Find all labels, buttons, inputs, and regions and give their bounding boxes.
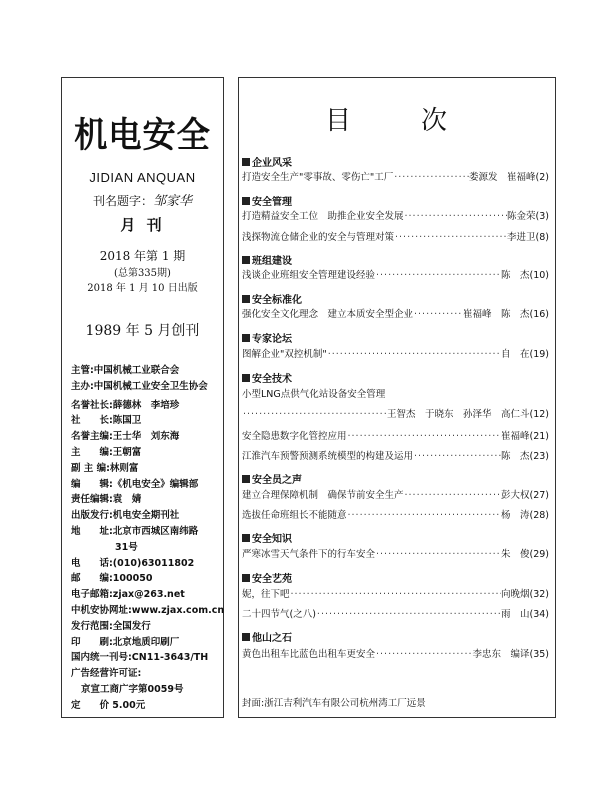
entry-author-page: 崔福峰(21) xyxy=(500,431,549,442)
entry-title: 浅探物流仓储企业的安全与管理对策 xyxy=(242,232,395,243)
toc-entry[interactable] xyxy=(242,210,549,223)
section-name: 安全知识 xyxy=(252,534,292,545)
journal-pinyin: JIDIAN ANQUAN xyxy=(89,170,196,185)
entry-title: 黄色出租车比蓝色出租车更安全 xyxy=(242,649,376,660)
entry-title: 选拔任命班组长不能随意 xyxy=(242,510,347,521)
entry-author-page: 李进卫(8) xyxy=(507,232,549,243)
info-row: 出版发行:机电安全期刊社 xyxy=(71,510,180,522)
entry-author-page: 娄源发 崔福峰(2) xyxy=(469,172,549,183)
toc-entry[interactable] xyxy=(242,269,549,282)
table-of-contents xyxy=(238,77,556,718)
title-calligraphy-credit xyxy=(62,190,223,209)
toc-entry[interactable] xyxy=(242,648,549,661)
info-row: 编 辑:《机电安全》编辑部 xyxy=(71,478,199,490)
info-row: 副 主 编:林则富 xyxy=(71,462,139,474)
toc-entry[interactable] xyxy=(242,509,549,522)
entry-author-page: 向晚烟(32) xyxy=(500,589,549,600)
section-name: 他山之石 xyxy=(252,633,292,644)
entry-title: 强化安全文化理念 建立本质安全型企业 xyxy=(242,309,414,320)
entry-author-page: 王智杰 于晓东 孙泽华 高仁斗(12) xyxy=(386,409,549,420)
entry-title: 妮，往下吧 xyxy=(242,589,290,600)
section-name: 安全员之声 xyxy=(252,475,302,486)
info-row: 电 话:(010)63011802 xyxy=(71,557,195,569)
entry-author-page: 朱 俊(29) xyxy=(500,549,549,560)
toc-entry[interactable] xyxy=(242,348,549,361)
square-bullet-icon xyxy=(242,256,250,264)
toc-section-heading xyxy=(242,629,292,644)
info-row: 31号 xyxy=(115,541,138,553)
section-name: 专家论坛 xyxy=(252,334,292,345)
entry-title: 建立合理保障机制 确保节前安全生产 xyxy=(242,490,404,501)
square-bullet-icon xyxy=(242,633,250,641)
dot-leader xyxy=(375,648,472,661)
toc-section-heading xyxy=(242,471,302,486)
entry-title: 图解企业"双控机制" xyxy=(242,349,327,360)
info-row: 主办:中国机械工业安全卫生协会 xyxy=(71,380,208,392)
info-row: 国内统一刊号:CN11-3643/TH xyxy=(71,652,209,664)
info-row: 名誉主编:王士华 刘东海 xyxy=(71,431,180,443)
info-row: 地 址:北京市西城区南纬路 xyxy=(71,525,199,537)
entry-author-page: 杨 涛(28) xyxy=(500,510,549,521)
dot-leader xyxy=(404,210,508,223)
toc-section-heading xyxy=(242,291,302,306)
section-name: 安全技术 xyxy=(252,374,292,385)
info-row: 主 编:王朝富 xyxy=(71,446,142,458)
issue-number: 2018 年第 1 期 xyxy=(99,249,186,263)
entry-title: 二十四节气(之八) xyxy=(242,609,316,620)
info-row: 电子邮箱:zjax@263.net xyxy=(71,589,185,601)
journal-logo: 机电安全 xyxy=(74,115,211,156)
toc-title: 目 次 xyxy=(324,106,469,136)
entry-title: 严寒冰雪天气条件下的行车安全 xyxy=(242,549,376,560)
dot-leader xyxy=(347,430,501,443)
dot-leader xyxy=(404,489,501,502)
toc-entry[interactable] xyxy=(242,231,549,244)
toc-entry[interactable] xyxy=(242,408,549,421)
masthead-panel xyxy=(61,77,224,718)
toc-entry[interactable] xyxy=(242,548,549,561)
info-row: 邮 编:100050 xyxy=(71,573,153,585)
info-row: 京宣工商广字第0059号 xyxy=(81,683,184,695)
entry-title: 浅谈企业班组安全管理建设经验 xyxy=(242,270,376,281)
section-name: 企业风采 xyxy=(252,158,292,169)
info-row: 主管:中国机械工业联合会 xyxy=(71,365,180,376)
toc-entry[interactable] xyxy=(242,588,549,601)
square-bullet-icon xyxy=(242,574,250,582)
toc-entry[interactable] xyxy=(242,388,549,401)
publication-date: 2018 年 1 月 10 日出版 xyxy=(87,283,198,294)
section-name: 安全标准化 xyxy=(252,295,302,306)
dot-leader xyxy=(316,608,501,621)
dot-leader xyxy=(242,408,387,421)
entry-author-page: 彭大权(27) xyxy=(500,490,549,501)
toc-entry[interactable] xyxy=(242,489,549,502)
entry-author-page: 雨 山(34) xyxy=(500,609,549,620)
dot-leader xyxy=(394,231,507,244)
info-row: 中机安协网址:www.zjax.com.cn xyxy=(71,604,225,616)
section-name: 班组建设 xyxy=(252,256,292,267)
toc-entry[interactable] xyxy=(242,450,549,463)
info-row: 名誉社长:薛德林 李培珍 xyxy=(71,399,180,411)
toc-section-heading xyxy=(242,530,292,545)
entry-author-page: 崔福峰 陈 杰(16) xyxy=(462,309,549,320)
toc-section-heading xyxy=(242,252,292,267)
dot-leader xyxy=(393,171,469,184)
publication-info xyxy=(71,363,225,714)
entry-title: 打造精益安全工位 助推企业安全发展 xyxy=(242,211,404,222)
dot-leader xyxy=(290,588,501,601)
entry-title: 小型LNG点供气化站设备安全管理 xyxy=(242,389,386,400)
square-bullet-icon xyxy=(242,197,250,205)
toc-section-heading xyxy=(242,193,292,208)
toc-section-heading xyxy=(242,330,292,345)
founding-date: 1989 年 5 月创刊 xyxy=(85,323,200,339)
toc-entry[interactable] xyxy=(242,308,549,321)
dot-leader xyxy=(413,308,463,321)
toc-entry[interactable] xyxy=(242,608,549,621)
square-bullet-icon xyxy=(242,158,250,166)
entry-title: 安全隐患数字化管控应用 xyxy=(242,431,347,442)
dot-leader xyxy=(413,450,501,463)
entry-author-page: 陈金荣(3) xyxy=(507,211,549,222)
toc-entry[interactable] xyxy=(242,171,549,184)
square-bullet-icon xyxy=(242,374,250,382)
entry-author-page: 自 在(19) xyxy=(500,349,549,360)
section-name: 安全管理 xyxy=(252,197,292,208)
dot-leader xyxy=(375,548,501,561)
toc-section-heading xyxy=(242,570,292,585)
info-row: 发行范围:全国发行 xyxy=(71,620,151,632)
square-bullet-icon xyxy=(242,334,250,342)
toc-section-heading xyxy=(242,154,292,169)
info-row: 定 价 5.00元 xyxy=(71,699,146,711)
entry-title: 江淮汽车预警预测系统模型的构建及运用 xyxy=(242,451,414,462)
info-row: 社 长:陈国卫 xyxy=(71,415,142,427)
entry-title: 打造安全生产"零事故、零伤亡"工厂 xyxy=(242,172,394,183)
dot-leader xyxy=(347,509,501,522)
title-credit-label: 刊名题字： xyxy=(92,194,153,208)
entry-author-page: 李忠东 编译(35) xyxy=(472,649,549,660)
square-bullet-icon xyxy=(242,475,250,483)
dot-leader xyxy=(327,348,501,361)
total-issue-number: (总第335期) xyxy=(114,268,171,279)
info-row: 责任编辑:袁 婧 xyxy=(71,494,142,506)
entry-author-page: 陈 杰(10) xyxy=(500,270,549,281)
section-name: 安全艺苑 xyxy=(252,574,292,585)
square-bullet-icon xyxy=(242,534,250,542)
info-row: 广告经营许可证: xyxy=(71,668,142,680)
publication-frequency: 月 刊 xyxy=(120,216,165,234)
cover-caption: 封面:浙江吉利汽车有限公司杭州湾工厂远景 xyxy=(242,698,426,709)
info-row: 印 刷:北京地质印刷厂 xyxy=(71,636,180,648)
dot-leader xyxy=(375,269,501,282)
square-bullet-icon xyxy=(242,295,250,303)
title-calligrapher: 邹家华 xyxy=(153,194,193,209)
toc-entry[interactable] xyxy=(242,430,549,443)
toc-section-heading xyxy=(242,370,292,385)
entry-author-page: 陈 杰(23) xyxy=(500,451,549,462)
